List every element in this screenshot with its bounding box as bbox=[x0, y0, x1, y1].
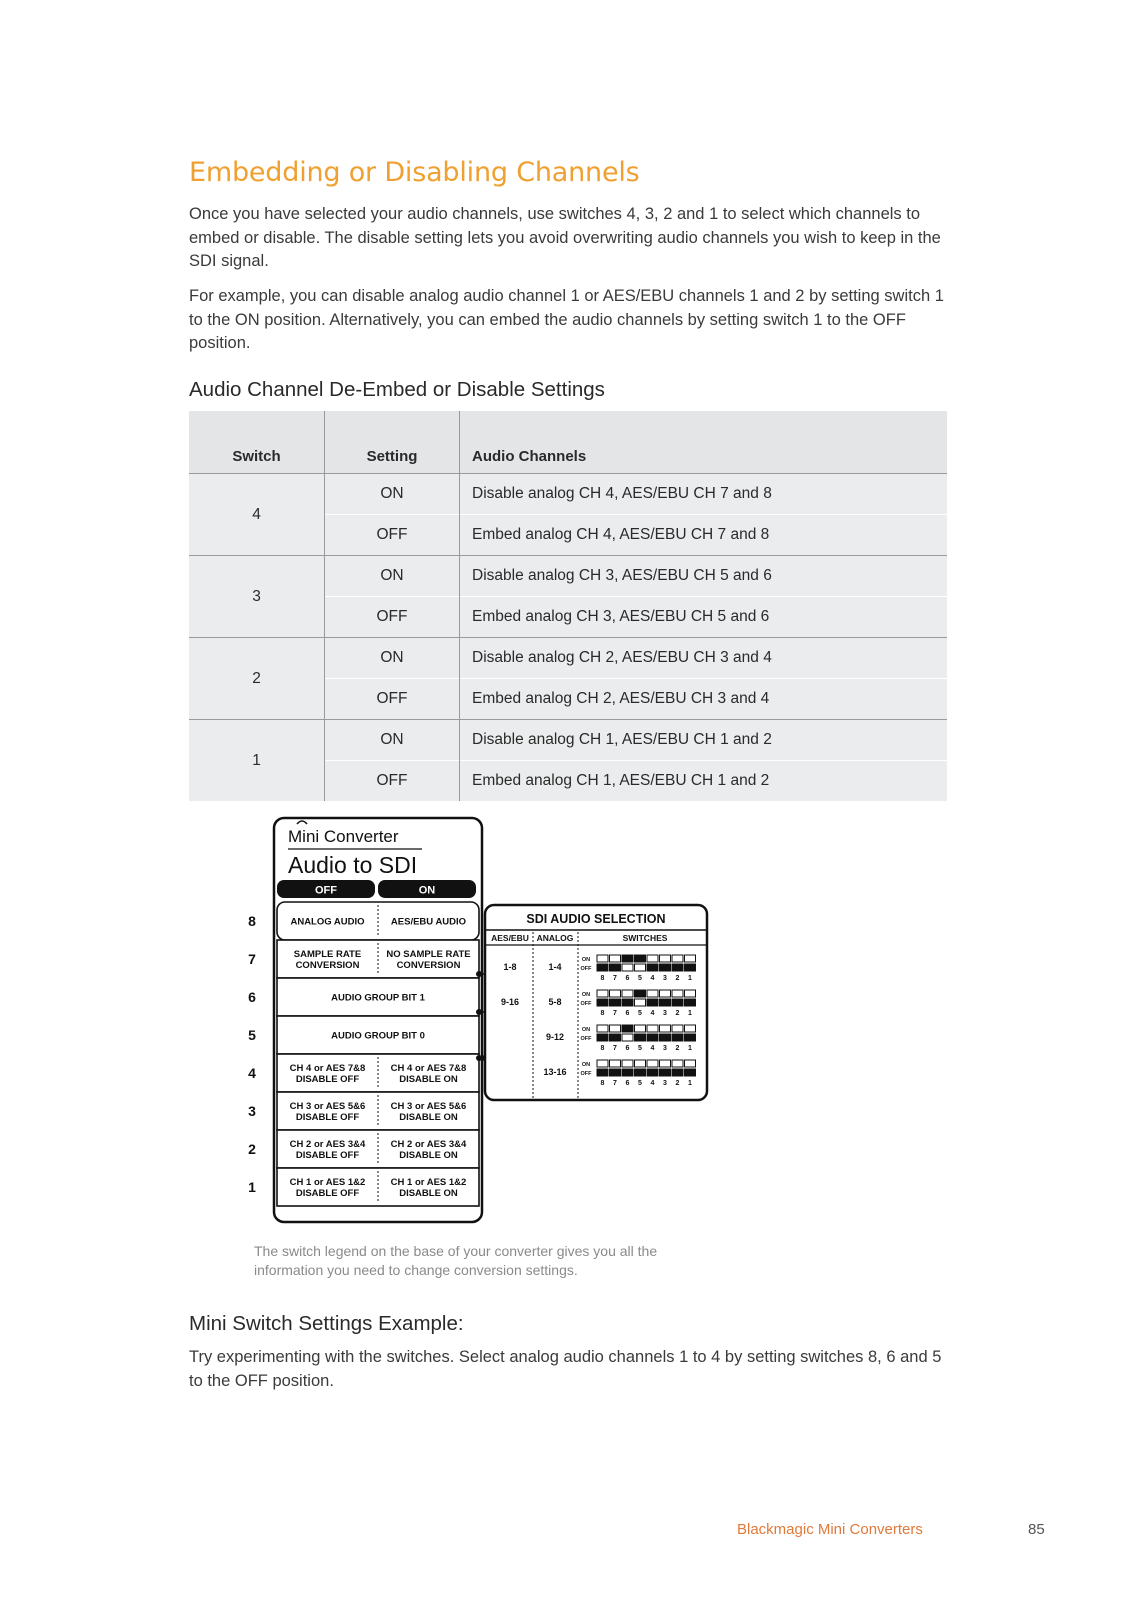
switch-cell: 4 bbox=[189, 474, 325, 556]
switch-on-cell bbox=[610, 1060, 621, 1067]
switch-off-cell bbox=[672, 964, 683, 971]
legend-on-label: CH 4 or AES 7&8 bbox=[390, 1063, 467, 1074]
legend-off-label: DISABLE OFF bbox=[295, 1074, 360, 1085]
switch-off-cell bbox=[660, 964, 671, 971]
connector-dot bbox=[476, 1055, 482, 1061]
switch-on-cell bbox=[685, 1060, 696, 1067]
setting-cell: ON bbox=[325, 638, 460, 679]
sdi-col-analog: ANALOG bbox=[536, 933, 574, 943]
legend-row-label: AUDIO GROUP BIT 0 bbox=[331, 1030, 425, 1042]
on-header-label: ON bbox=[418, 884, 436, 897]
switch-off-cell bbox=[610, 964, 621, 971]
switch-on-cell bbox=[622, 955, 633, 962]
switch-cell: 2 bbox=[189, 638, 325, 720]
legend-on-label: CONVERSION bbox=[396, 960, 461, 971]
switch-on-cell bbox=[597, 1025, 608, 1032]
switch-off-cell bbox=[597, 964, 608, 971]
legend-off-label: SAMPLE RATE bbox=[293, 949, 362, 960]
sdi-analog-range: 13-16 bbox=[543, 1067, 567, 1077]
switch-on-cell bbox=[647, 1060, 658, 1067]
switch-on-cell bbox=[647, 955, 658, 962]
table-row bbox=[189, 638, 947, 679]
table-row bbox=[189, 720, 947, 761]
switch-on-cell bbox=[660, 955, 671, 962]
off-header-label: OFF bbox=[315, 884, 337, 897]
sdi-switch-number: 7 bbox=[613, 1010, 617, 1017]
channels-cell: Embed analog CH 3, AES/EBU CH 5 and 6 bbox=[460, 597, 948, 638]
sdi-switch-number: 8 bbox=[600, 1045, 605, 1052]
setting-cell: OFF bbox=[325, 515, 460, 556]
switch-on-cell bbox=[685, 1025, 696, 1032]
switch-on-cell bbox=[622, 1025, 633, 1032]
sdi-analog-range: 1-4 bbox=[548, 962, 562, 972]
sdi-switch-number: 4 bbox=[650, 1010, 655, 1017]
switch-off-cell bbox=[685, 1034, 696, 1041]
sdi-aes-range: 9-16 bbox=[500, 997, 520, 1007]
example-text: Try experimenting with the switches. Select analog audio channels 1 to 4 by setting switches 8, 6 and 5 to the OFF position. bbox=[189, 1348, 942, 1390]
switch-off-cell bbox=[672, 999, 683, 1006]
legend-on-label: DISABLE ON bbox=[399, 1150, 458, 1161]
switch-on-cell bbox=[635, 1060, 646, 1067]
sdi-switch-number: 4 bbox=[650, 975, 655, 982]
switch-on-cell bbox=[660, 990, 671, 997]
sdi-switch-number: 4 bbox=[650, 1080, 655, 1087]
channels-cell: Embed analog CH 2, AES/EBU CH 3 and 4 bbox=[460, 679, 948, 720]
sdi-switch-number: 8 bbox=[600, 1080, 605, 1087]
legend-on-label: DISABLE ON bbox=[399, 1188, 458, 1199]
switch-off-cell bbox=[635, 1069, 646, 1076]
legend-off-label: ANALOG AUDIO bbox=[290, 916, 365, 928]
switch-on-cell bbox=[610, 1025, 621, 1032]
sdi-on-label: ON bbox=[581, 992, 591, 998]
header-audio-channels: Audio Channels bbox=[460, 411, 948, 474]
sdi-switch-number: 1 bbox=[688, 1045, 692, 1052]
switch-off-cell bbox=[685, 999, 696, 1006]
table-row bbox=[189, 474, 947, 515]
sdi-switch-number: 1 bbox=[688, 1080, 692, 1087]
switch-on-cell bbox=[685, 955, 696, 962]
switch-off-cell bbox=[597, 1034, 608, 1041]
switch-off-cell bbox=[597, 1069, 608, 1076]
sdi-switch-number: 7 bbox=[613, 1080, 617, 1087]
sdi-switch-number: 3 bbox=[663, 1080, 667, 1087]
switch-off-cell bbox=[647, 1069, 658, 1076]
diagram-caption: The switch legend on the base of your converter gives you all the information you need to change conversion settings. bbox=[254, 1243, 658, 1278]
switch-on-cell bbox=[622, 1060, 633, 1067]
legend-on-label: CH 1 or AES 1&2 bbox=[390, 1177, 467, 1188]
sdi-off-label: OFF bbox=[580, 1001, 592, 1007]
switch-on-cell bbox=[597, 955, 608, 962]
table-title: Audio Channel De-Embed or Disable Settings bbox=[189, 378, 605, 401]
legend-off-label: CH 2 or AES 3&4 bbox=[289, 1139, 366, 1150]
header-setting: Setting bbox=[325, 411, 460, 474]
switch-on-cell bbox=[672, 1060, 683, 1067]
settings-table bbox=[189, 411, 947, 801]
sdi-switch-number: 2 bbox=[675, 1010, 680, 1017]
sdi-analog-range: 5-8 bbox=[548, 997, 562, 1007]
sdi-switch-number: 8 bbox=[600, 975, 605, 982]
switch-off-cell bbox=[660, 1069, 671, 1076]
legend-row-label: AUDIO GROUP BIT 1 bbox=[331, 992, 425, 1004]
sdi-switch-number: 5 bbox=[638, 1045, 642, 1052]
sdi-switch-number: 2 bbox=[675, 1045, 680, 1052]
channels-cell: Embed analog CH 4, AES/EBU CH 7 and 8 bbox=[460, 515, 948, 556]
switch-on-cell bbox=[610, 990, 621, 997]
switch-number: 7 bbox=[248, 951, 256, 967]
switch-off-cell bbox=[635, 999, 646, 1006]
sdi-switch-number: 6 bbox=[625, 975, 630, 982]
sdi-switch-number: 1 bbox=[688, 975, 692, 982]
switch-number: 6 bbox=[248, 989, 256, 1005]
switch-off-cell bbox=[610, 1034, 621, 1041]
switch-off-cell bbox=[622, 964, 633, 971]
setting-cell: OFF bbox=[325, 761, 460, 802]
sdi-switch-number: 6 bbox=[625, 1080, 630, 1087]
connector-dot bbox=[476, 971, 482, 977]
switch-off-cell bbox=[610, 999, 621, 1006]
switch-number: 4 bbox=[248, 1065, 256, 1081]
switch-number: 2 bbox=[248, 1141, 256, 1157]
switch-off-cell bbox=[622, 999, 633, 1006]
example-title: Mini Switch Settings Example: bbox=[189, 1312, 464, 1335]
setting-cell: ON bbox=[325, 720, 460, 761]
switch-on-cell bbox=[622, 990, 633, 997]
sdi-col-aes: AES/EBU bbox=[491, 933, 529, 943]
sdi-title: SDI AUDIO SELECTION bbox=[526, 912, 666, 926]
channels-cell: Embed analog CH 1, AES/EBU CH 1 and 2 bbox=[460, 761, 948, 802]
legend-on-label: CH 2 or AES 3&4 bbox=[390, 1139, 467, 1150]
sdi-switch-number: 6 bbox=[625, 1045, 630, 1052]
legend-on-label: DISABLE ON bbox=[399, 1074, 458, 1085]
switch-on-cell bbox=[672, 955, 683, 962]
switch-on-cell bbox=[635, 990, 646, 997]
sdi-off-label: OFF bbox=[580, 1071, 592, 1077]
switch-on-cell bbox=[635, 955, 646, 962]
switch-on-cell bbox=[660, 1025, 671, 1032]
switch-off-cell bbox=[597, 999, 608, 1006]
sdi-col-switches: SWITCHES bbox=[622, 933, 668, 943]
legend-off-label: DISABLE OFF bbox=[295, 1150, 360, 1161]
legend-off-label: DISABLE OFF bbox=[295, 1112, 360, 1123]
section-heading: Embedding or Disabling Channels bbox=[189, 157, 640, 188]
sdi-switch-number: 2 bbox=[675, 1080, 680, 1087]
sdi-switch-number: 6 bbox=[625, 1010, 630, 1017]
setting-cell: ON bbox=[325, 556, 460, 597]
channels-cell: Disable analog CH 2, AES/EBU CH 3 and 4 bbox=[460, 638, 948, 679]
setting-cell: OFF bbox=[325, 597, 460, 638]
switch-on-cell bbox=[647, 1025, 658, 1032]
legend-off-label: CH 3 or AES 5&6 bbox=[289, 1101, 366, 1112]
sdi-off-label: OFF bbox=[580, 966, 592, 972]
legend-on-label: AES/EBU AUDIO bbox=[390, 916, 467, 928]
legend-off-label: CH 4 or AES 7&8 bbox=[289, 1063, 366, 1074]
sdi-switch-number: 3 bbox=[663, 975, 667, 982]
sdi-switch-number: 8 bbox=[600, 1010, 605, 1017]
switch-number: 1 bbox=[248, 1179, 256, 1195]
switch-off-cell bbox=[660, 999, 671, 1006]
switch-number: 5 bbox=[248, 1027, 256, 1043]
legend-model: Audio to SDI bbox=[288, 852, 418, 878]
sdi-switch-number: 1 bbox=[688, 1010, 692, 1017]
setting-cell: ON bbox=[325, 474, 460, 515]
sdi-switch-number: 5 bbox=[638, 1080, 642, 1087]
sdi-switch-number: 3 bbox=[663, 1045, 667, 1052]
legend-on-label: DISABLE ON bbox=[399, 1112, 458, 1123]
switch-off-cell bbox=[647, 1034, 658, 1041]
switch-on-cell bbox=[610, 955, 621, 962]
sdi-audio-selection-box bbox=[476, 905, 707, 1100]
legend-switch-numbers bbox=[248, 913, 256, 1195]
switch-legend-diagram bbox=[240, 810, 740, 1230]
sdi-on-label: ON bbox=[581, 1062, 591, 1068]
channels-cell: Disable analog CH 4, AES/EBU CH 7 and 8 bbox=[460, 474, 948, 515]
switch-on-cell bbox=[672, 1025, 683, 1032]
sdi-aes-range: 1-8 bbox=[503, 962, 517, 972]
sdi-analog-range: 9-12 bbox=[545, 1032, 565, 1042]
switch-on-cell bbox=[597, 990, 608, 997]
switch-on-cell bbox=[672, 990, 683, 997]
sdi-off-label: OFF bbox=[580, 1036, 592, 1042]
switch-off-cell bbox=[672, 1034, 683, 1041]
example-paragraph: For example, you can disable analog audio channel 1 or AES/EBU channels 1 and 2 by setting switch 1 to the ON position. Alternatively, you can embed the audio channels by setting switch 1 to the OFF position. bbox=[189, 287, 944, 352]
switch-off-cell bbox=[635, 964, 646, 971]
setting-cell: OFF bbox=[325, 679, 460, 720]
switch-cell: 3 bbox=[189, 556, 325, 638]
sdi-switch-number: 5 bbox=[638, 975, 642, 982]
switch-off-cell bbox=[660, 1034, 671, 1041]
switch-number: 8 bbox=[248, 913, 256, 929]
sdi-on-label: ON bbox=[581, 957, 591, 963]
legend-brand: Mini Converter bbox=[288, 827, 399, 846]
switch-on-cell bbox=[647, 990, 658, 997]
sdi-switch-number: 3 bbox=[663, 1010, 667, 1017]
sdi-switch-number: 4 bbox=[650, 1045, 655, 1052]
legend-off-label: CH 1 or AES 1&2 bbox=[289, 1177, 366, 1188]
switch-off-cell bbox=[672, 1069, 683, 1076]
switch-off-cell bbox=[685, 964, 696, 971]
header-switch: Switch bbox=[189, 411, 325, 474]
legend-rows bbox=[277, 902, 479, 1206]
switch-on-cell bbox=[635, 1025, 646, 1032]
footer-title: Blackmagic Mini Converters bbox=[737, 1521, 923, 1538]
switch-number: 3 bbox=[248, 1103, 256, 1119]
switch-off-cell bbox=[685, 1069, 696, 1076]
connector-dot bbox=[476, 1009, 482, 1015]
legend-on-label: NO SAMPLE RATE bbox=[386, 949, 471, 960]
switch-off-cell bbox=[635, 1034, 646, 1041]
switch-on-cell bbox=[685, 990, 696, 997]
channels-cell: Disable analog CH 3, AES/EBU CH 5 and 6 bbox=[460, 556, 948, 597]
intro-paragraph: Once you have selected your audio channels, use switches 4, 3, 2 and 1 to select which channels to embed or disable. The disable setting lets you avoid overwriting audio channels you wish to keep in the SDI signal. bbox=[189, 205, 941, 270]
page-number: 85 bbox=[1028, 1521, 1045, 1538]
sdi-switch-number: 7 bbox=[613, 1045, 617, 1052]
switch-on-cell bbox=[660, 1060, 671, 1067]
switch-cell: 1 bbox=[189, 720, 325, 802]
switch-off-cell bbox=[622, 1034, 633, 1041]
sdi-on-label: ON bbox=[581, 1027, 591, 1033]
switch-off-cell bbox=[622, 1069, 633, 1076]
channels-cell: Disable analog CH 1, AES/EBU CH 1 and 2 bbox=[460, 720, 948, 761]
sdi-switch-number: 5 bbox=[638, 1010, 642, 1017]
switch-off-cell bbox=[610, 1069, 621, 1076]
legend-on-label: CH 3 or AES 5&6 bbox=[390, 1101, 467, 1112]
table-row bbox=[189, 556, 947, 597]
sdi-switch-number: 2 bbox=[675, 975, 680, 982]
legend-off-label: DISABLE OFF bbox=[295, 1188, 360, 1199]
sdi-switch-number: 7 bbox=[613, 975, 617, 982]
switch-off-cell bbox=[647, 964, 658, 971]
switch-off-cell bbox=[647, 999, 658, 1006]
legend-off-label: CONVERSION bbox=[295, 960, 360, 971]
switch-on-cell bbox=[597, 1060, 608, 1067]
